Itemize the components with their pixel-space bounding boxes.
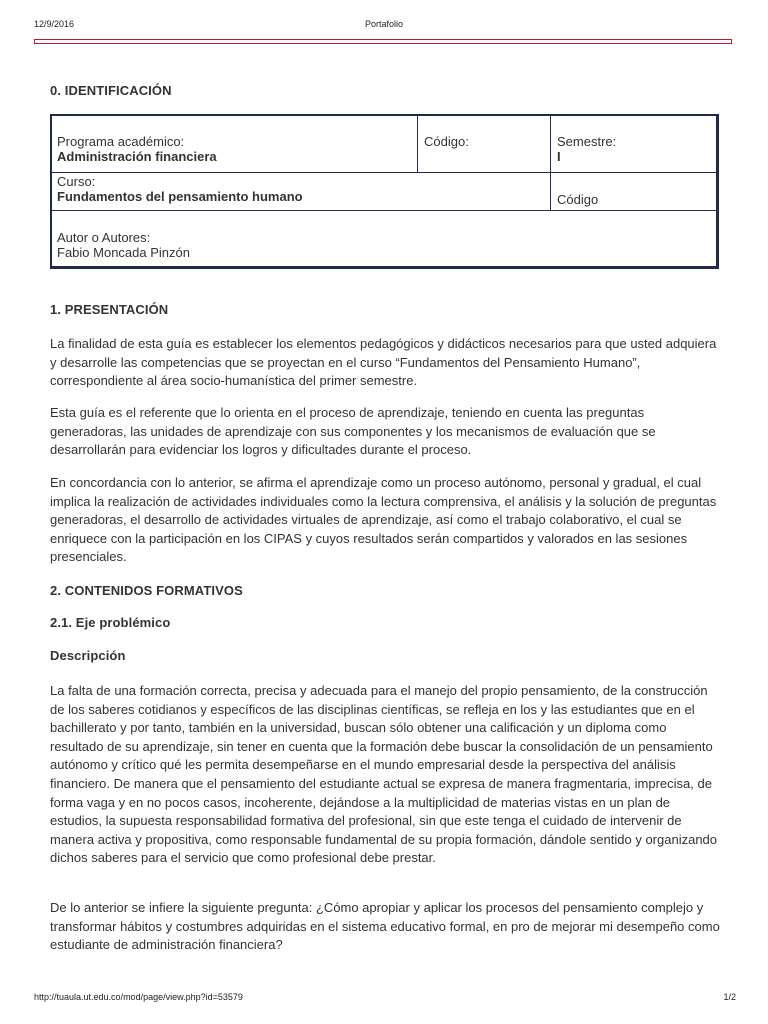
course-value: Fundamentos del pensamiento humano [57, 189, 303, 204]
presentation-paragraph-2: Esta guía es el referente que lo orienta en el proceso de aprendizaje, teniendo en cuenta las preguntas generadoras, las unidades de aprendizaje con sus componentes y los mecanismos de evaluación que se desarrollarán para evidenciar los logros y dificultades durante el proceso. [50, 405, 656, 458]
print-page-title: Portafolio [364, 19, 404, 29]
course-code-cell [551, 173, 719, 211]
authors-label: Autor o Autores: [57, 230, 151, 245]
section-0-heading: 0. IDENTIFICACIÓN [50, 83, 172, 98]
description-heading: Descripción [50, 648, 126, 663]
presentation-paragraph-1: La finalidad de esta guía es establecer los elementos pedagógicos y didácticos necesarios para que usted adquiera y desarrolle las competencias que se proyectan en el curso “Fundamentos del Pensamiento Humano”, correspondiente al área socio-humanística del primer semestre. [50, 336, 717, 389]
semester-label: Semestre: [557, 134, 617, 149]
section-2-heading: 2. CONTENIDOS FORMATIVOS [50, 583, 243, 598]
print-date: 12/9/2016 [34, 19, 75, 29]
course-cell [51, 173, 551, 211]
program-label: Programa académico: [57, 134, 185, 149]
course-code-label: Código [557, 192, 599, 207]
code-cell [418, 115, 551, 173]
program-value: Administración financiera [57, 149, 217, 164]
top-divider [34, 39, 732, 44]
semester-value: I [557, 149, 561, 164]
semester-cell [551, 115, 719, 173]
authors-value: Fabio Moncada Pinzón [57, 245, 190, 260]
section-1-heading: 1. PRESENTACIÓN [50, 302, 169, 317]
course-label: Curso: [57, 174, 96, 189]
footer-page-number: 1/2 [723, 992, 736, 1002]
section-2-1-heading: 2.1. Eje problémico [50, 615, 171, 630]
authors-cell [51, 211, 719, 269]
identification-table [50, 114, 719, 269]
presentation-paragraph-3: En concordancia con lo anterior, se afirma el aprendizaje como un proceso autónomo, personal y gradual, el cual implica la realización de actividades individuales como la lectura comprensiva, el análisis y la solución de preguntas generadoras, el desarrollo de actividades virtuales de aprendizaje, así como el trabajo colaborativo, el cual se enriquece con la participación en los CIPAS y cuyos resultados serán compartidos y valorados en las sesiones presenciales. [50, 475, 717, 565]
code-label: Código: [424, 134, 469, 149]
footer-url: http://tuaula.ut.edu.co/mod/page/view.php?id=53579 [34, 992, 243, 1002]
description-paragraph-2: De lo anterior se infiere la siguiente pregunta: ¿Cómo apropiar y aplicar los procesos del pensamiento complejo y transformar hábitos y costumbres adquiridas en el sistema educativo formal, en pro de mejorar mi desempeño como estudiante de administración financiera? [50, 900, 720, 953]
description-paragraph-1: La falta de una formación correcta, precisa y adecuada para el manejo del propio pensamiento, de la construcción de los saberes cotidianos y específicos de las disciplinas científicas, se refleja en los y las estudiantes que en el bachillerato y por tanto, también en la universidad, buscan sólo obtener una calificación y un diploma como resultado de su aprendizaje, sin tener en cuenta que la formación debe buscar la consolidación de un pensamiento autónomo y crítico qué les permita desempeñarse en el mundo empresarial desde la perspectiva del análisis financiero. De manera que el pensamiento del estudiante actual se expresa de manera fragmentaria, imprecisa, de forma vaga y en no pocos casos, incoherente, dejándose a la multiplicidad de materias vistas en un plan de estudios, la supuesta responsabilidad formativa del profesional, sin que este tenga el cuidado de intervenir de manera activa y propositiva, como responsable fundamental de su propia formación, dándole sentido y organizando dichos saberes para el servicio que como profesional debe prestar. [50, 683, 718, 866]
program-cell [51, 115, 418, 173]
